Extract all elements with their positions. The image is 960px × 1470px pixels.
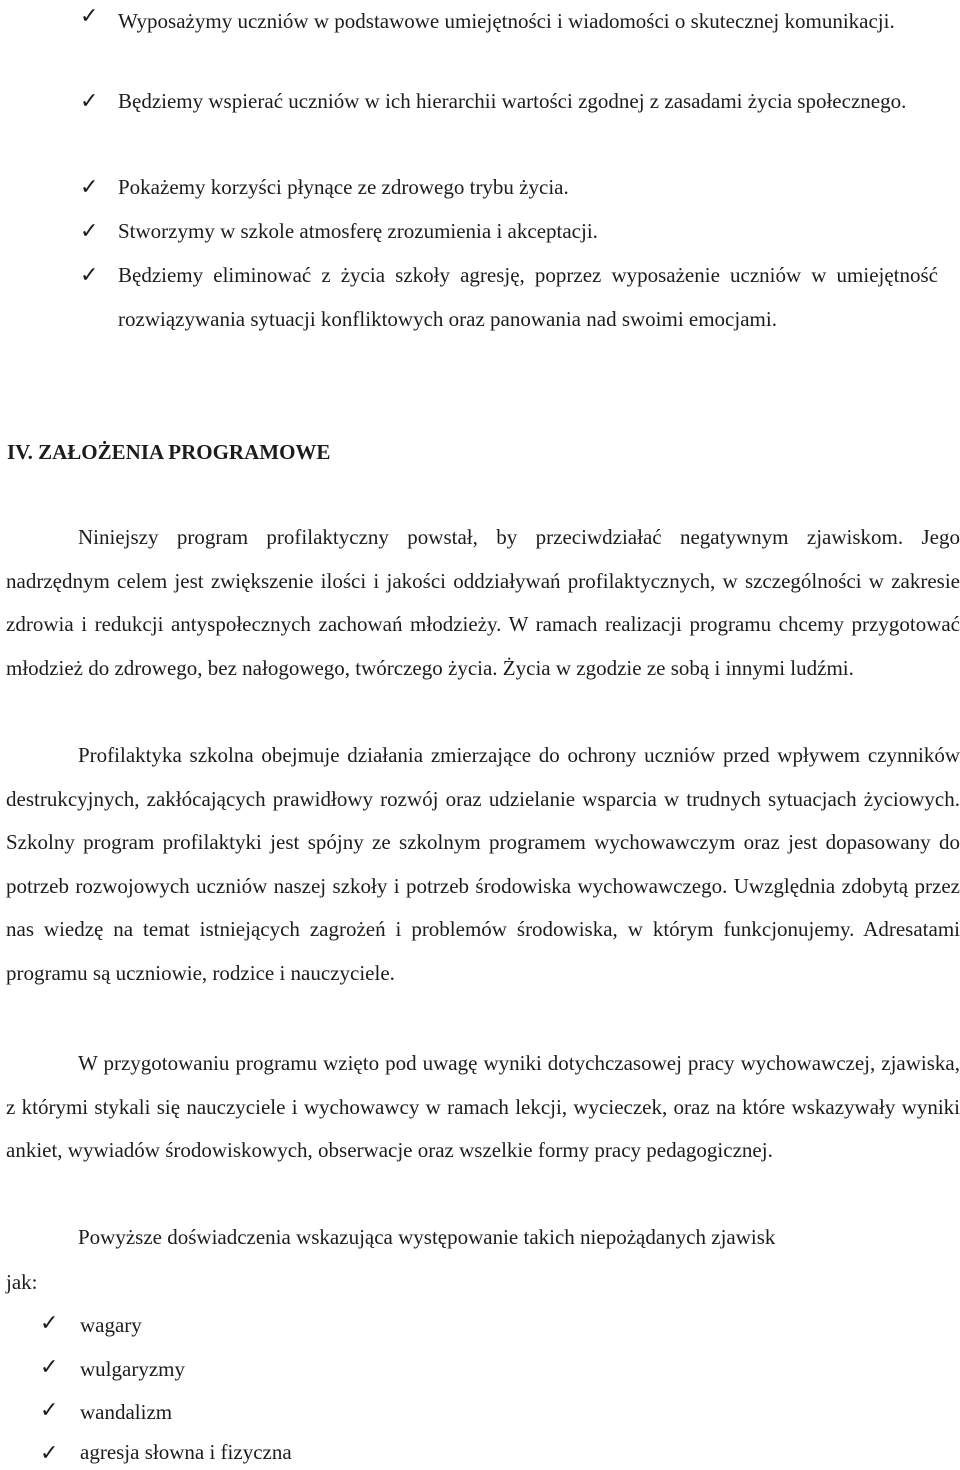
list-item-text: wulgaryzmy bbox=[80, 1357, 185, 1381]
list-item-text: wagary bbox=[80, 1313, 142, 1337]
list-item-text: Będziemy wspierać uczniów w ich hierarchii wartości zgodnej z zasadami życia społecznego. bbox=[118, 89, 907, 113]
check-icon: ✓ bbox=[40, 1355, 59, 1380]
list-item-text: Pokażemy korzyści płynące ze zdrowego trybu życia. bbox=[118, 175, 569, 199]
list-item-text: Stworzymy w szkole atmosferę zrozumienia i akceptacji. bbox=[118, 219, 598, 243]
paragraph: Profilaktyka szkolna obejmuje działania zmierzające do ochrony uczniów przed wpływem czynników destrukcyjnych, zakłócających prawidłowy rozwój oraz udzielanie wsparcia w trudnych sytuacjach życiowych. Szkolny program profilaktyki jest spójny ze szkolnym programem wychowawczym oraz jest dopasowany do potrzeb rozwojowych uczniów naszej szkoły i potrzeb środowiska wychowawczego. Uwzględnia zdobytą przez nas wiedzę na temat istniejących zagrożeń i problemów środowiska, w którym funkcjonujemy. Adresatami programu są uczniowie, rodzice i nauczyciele. bbox=[6, 743, 960, 985]
list-item-text: agresja słowna i fizyczna bbox=[80, 1440, 292, 1464]
check-icon: ✓ bbox=[40, 1441, 59, 1466]
list-item-text: Będziemy eliminować z życia szkoły agresję, poprzez wyposażenie uczniów w umiejętność rozwiązywania sytuacji konfliktowych oraz panowania nad swoimi emocjami. bbox=[118, 263, 938, 331]
check-icon: ✓ bbox=[80, 89, 99, 114]
list-item-text: wandalizm bbox=[80, 1400, 173, 1424]
paragraph: Niniejszy program profilaktyczny powstał, by przeciwdziałać negatywnym zjawiskom. Jego nadrzędnym celem jest zwiększenie ilości i jakości oddziaływań profilaktycznych, w szczególności w zakresie zdrowia i redukcji antyspołecznych zachowań młodzieży. W ramach realizacji programu chcemy przygotować młodzież do zdrowego, bez nałogowego, twórczego życia. Życia w zgodzie ze sobą i innymi ludźmi. bbox=[6, 525, 960, 680]
check-icon: ✓ bbox=[80, 175, 99, 200]
list-item-text: Wyposażymy uczniów w podstawowe umiejętności i wiadomości o skutecznej komunikacji. bbox=[118, 9, 895, 33]
section-heading: IV. ZAŁOŻENIA PROGRAMOWE bbox=[7, 440, 331, 464]
paragraph: Powyższe doświadczenia wskazująca występowanie takich niepożądanych zjawisk bbox=[78, 1225, 776, 1249]
check-icon: ✓ bbox=[40, 1311, 59, 1336]
check-icon: ✓ bbox=[80, 4, 99, 29]
check-icon: ✓ bbox=[40, 1398, 59, 1423]
check-icon: ✓ bbox=[80, 219, 99, 244]
list-intro-label: jak: bbox=[6, 1270, 38, 1294]
paragraph: W przygotowaniu programu wzięto pod uwagę wyniki dotychczasowej pracy wychowawczej, zjawiska, z którymi stykali się nauczyciele i wychowawcy w ramach lekcji, wycieczek, oraz na które wskazywały wyniki ankiet, wywiadów środowiskowych, obserwacje oraz wszelkie formy pracy pedagogicznej. bbox=[6, 1051, 960, 1163]
check-icon: ✓ bbox=[80, 263, 99, 288]
